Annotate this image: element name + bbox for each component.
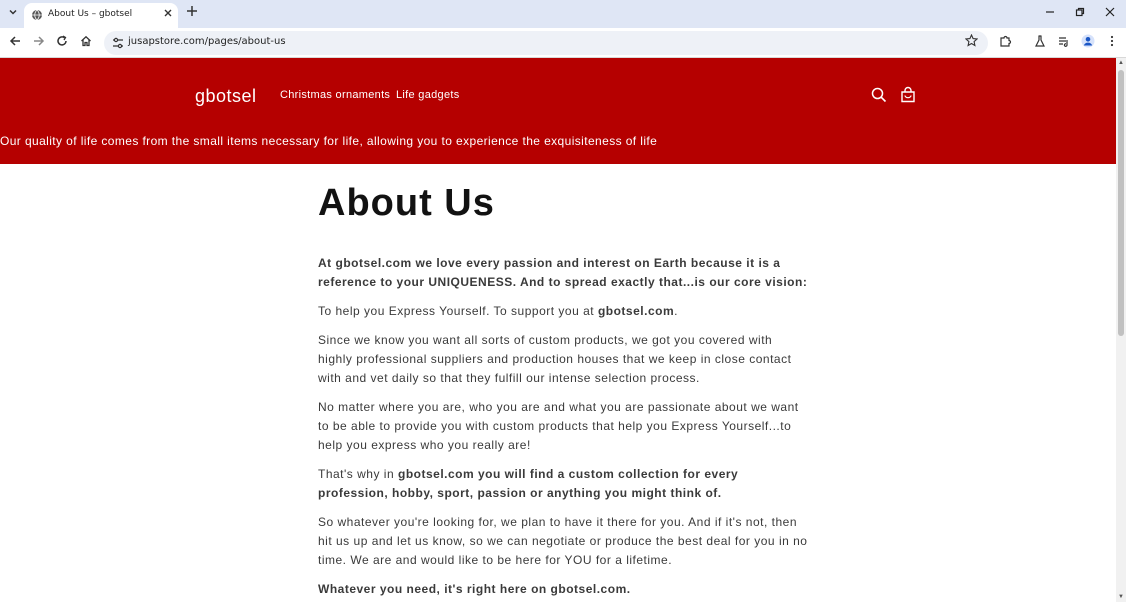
support-site-name: gbotsel.com (597, 304, 675, 318)
tab-list-button[interactable] (4, 6, 22, 22)
paragraph-lifetime: So whatever you're looking for, we plan to have it there for you. And if it's not, then hit us up and let us know, so we can negotiate or produce the best deal for you in no time. We are and would like to be here for YOU for a lifetime. (318, 515, 808, 567)
restore-button[interactable] (1072, 5, 1088, 21)
support-text-end: . (674, 304, 678, 318)
support-text: To help you Express Yourself. To support you at (318, 304, 598, 318)
url-text[interactable]: jusapstore.com/pages/about-us (128, 36, 286, 47)
chevron-down-icon (8, 7, 18, 17)
close-icon (1105, 7, 1115, 17)
paragraph-support (318, 302, 808, 321)
star-icon (965, 34, 978, 47)
extensions-button[interactable] (996, 34, 1014, 52)
paragraph-closing (318, 580, 808, 599)
scroll-up-arrow[interactable]: ▲ (1118, 60, 1124, 66)
profile-button[interactable] (1079, 34, 1097, 52)
address-bar[interactable] (104, 31, 988, 55)
arrow-left-icon (9, 35, 21, 47)
toolbar (0, 28, 1126, 58)
globe-icon (31, 9, 43, 21)
reload-icon (56, 35, 68, 47)
new-tab-button[interactable] (186, 5, 198, 21)
back-button[interactable] (6, 34, 24, 52)
flask-icon (1034, 35, 1046, 47)
store-logo[interactable]: gbotsel (195, 86, 257, 106)
paragraph-vision (318, 254, 808, 292)
minimize-button[interactable] (1042, 5, 1058, 21)
site-header (0, 58, 1116, 164)
cart-icon[interactable] (899, 86, 917, 104)
puzzle-icon (999, 34, 1012, 47)
tab-close-button[interactable] (163, 7, 175, 21)
page-title: About Us (318, 182, 495, 224)
tab-title: About Us – gbotsel (48, 9, 133, 19)
collection-text: That's why in (318, 467, 398, 481)
reload-button[interactable] (53, 34, 71, 52)
scroll-down-arrow[interactable]: ▼ (1118, 594, 1124, 600)
close-window-button[interactable] (1102, 5, 1118, 21)
paragraph-collection (318, 465, 808, 503)
paragraph-suppliers: Since we know you want all sorts of custom products, we got you covered with highly professional suppliers and production houses that we keep in close contact with and vet daily so that they fulfill our intense selection process. (318, 333, 792, 385)
nav-link-christmas-ornaments[interactable]: Christmas ornaments (280, 89, 391, 101)
kebab-menu-icon (1110, 35, 1114, 47)
browser-menu-button[interactable] (1103, 34, 1121, 52)
tab-bar (0, 0, 1126, 28)
page-viewport (0, 58, 1116, 602)
close-icon (163, 8, 173, 18)
page-scrollbar[interactable] (1116, 58, 1126, 602)
media-button[interactable] (1055, 34, 1073, 52)
bookmark-button[interactable] (965, 34, 978, 51)
paragraph-passion: No matter where you are, who you are and what you are passionate about we want to be able to provide you with custom products that help you Express Yourself...to help you express who you really are! (318, 400, 799, 452)
closing-text: Whatever you need, it's right here on gbotsel.com. (318, 582, 631, 596)
plus-icon (186, 5, 198, 17)
home-icon (80, 35, 92, 47)
collection-bold-text: gbotsel.com you will find a custom collection for every profession, hobby, sport, passion or anything you might think of. (318, 467, 739, 500)
media-icon (1058, 35, 1070, 47)
home-button[interactable] (77, 34, 95, 52)
about-content (318, 254, 808, 602)
forward-button[interactable] (30, 34, 48, 52)
vision-text: At gbotsel.com we love every passion and interest on Earth because it is a reference to your UNIQUENESS. And to spread exactly that...is our core vision: (318, 256, 808, 289)
nav-link-life-gadgets[interactable]: Life gadgets (396, 89, 460, 101)
scroll-thumb[interactable] (1118, 70, 1124, 336)
labs-button[interactable] (1031, 34, 1049, 52)
avatar-icon (1081, 34, 1095, 48)
header-tagline: Our quality of life comes from the small items necessary for life, allowing you to experience the exquisiteness of life (0, 134, 658, 148)
minimize-icon (1045, 7, 1055, 17)
restore-icon (1075, 7, 1085, 17)
arrow-right-icon (33, 35, 45, 47)
search-icon[interactable] (870, 86, 888, 104)
tune-icon[interactable] (111, 36, 125, 50)
active-tab[interactable] (24, 3, 178, 28)
